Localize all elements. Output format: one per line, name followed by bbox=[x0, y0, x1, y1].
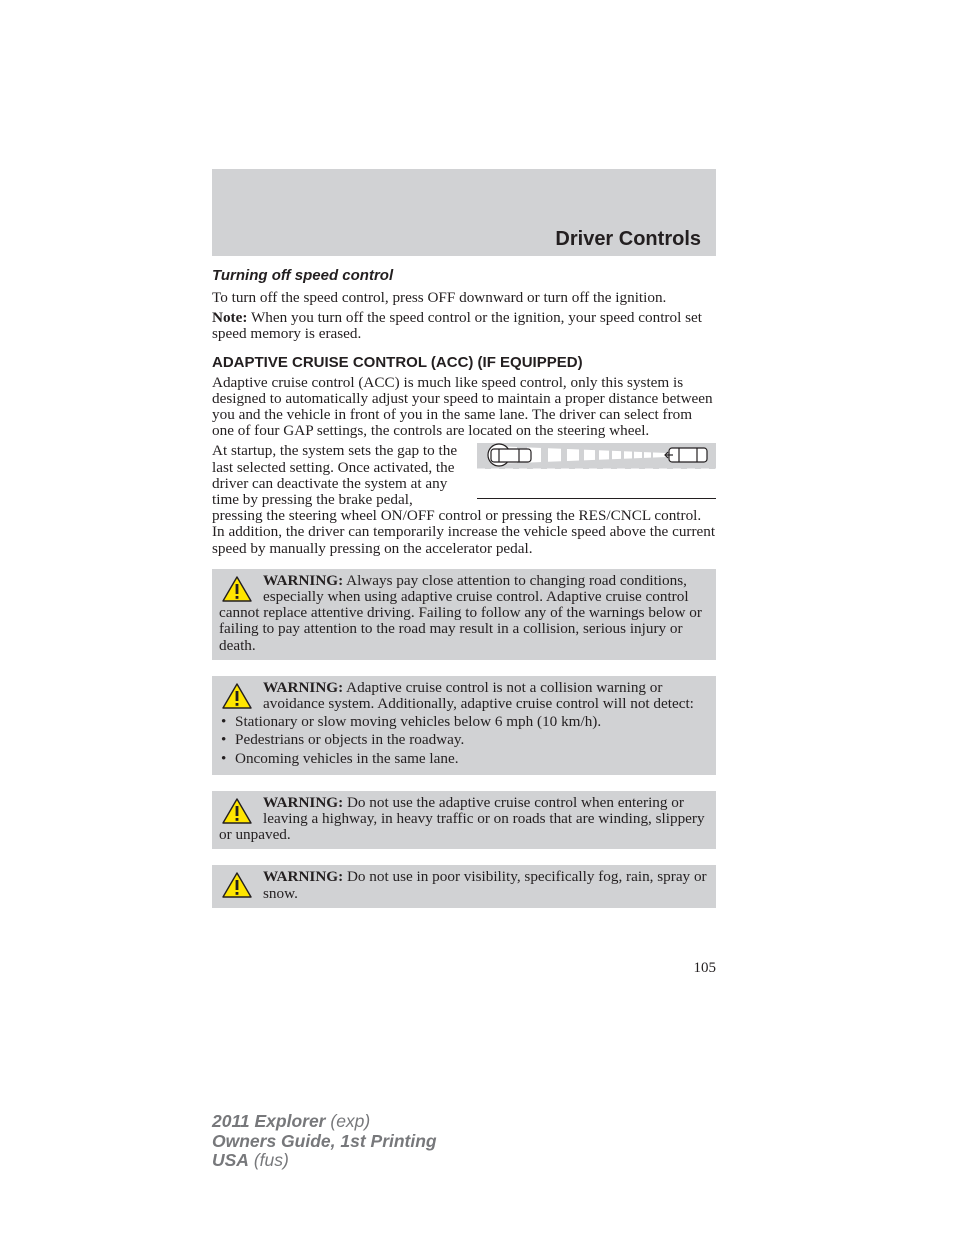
list-item: • Pedestrians or objects in the roadway. bbox=[219, 732, 709, 748]
section-header-band bbox=[212, 169, 716, 256]
footer-line-market: USA (fus) bbox=[212, 1150, 289, 1170]
warning-box-1 bbox=[212, 569, 716, 660]
warning-box-2 bbox=[212, 676, 716, 775]
acc-paragraph-2: At startup, the system sets the gap to the last selected setting. Once activated, the driver can deactivate the system at any time by pressing the brake pedal, pressing the steering wheel ON/OFF control or pressing the RES/CNCL control. In addition, the driver can temporarily increase the vehicle speed above the current speed by manually pressing on the accelerator pedal. bbox=[212, 442, 716, 557]
section-title: Driver Controls bbox=[555, 228, 701, 250]
warning-label: WARNING: bbox=[263, 868, 344, 886]
list-item: • Oncoming vehicles in the same lane. bbox=[219, 751, 709, 767]
acc-radar-diagram bbox=[477, 443, 716, 499]
lead-vehicle-icon bbox=[665, 448, 707, 462]
warning-text: Do not use the adaptive cruise control when entering or leaving a highway, in heavy traffic or on roads that are winding, slippery or unpaved. bbox=[219, 793, 705, 844]
note-text: When you turn off the speed control or the ignition, your speed control set speed memory is erased. bbox=[212, 309, 702, 343]
warning-triangle-icon bbox=[221, 575, 253, 603]
note-label: Note: bbox=[212, 309, 248, 327]
acc-heading: ADAPTIVE CRUISE CONTROL (ACC) (IF EQUIPPED) bbox=[212, 353, 583, 371]
page-content bbox=[212, 267, 716, 908]
warning-triangle-icon bbox=[221, 871, 253, 899]
warning-label: WARNING: bbox=[263, 571, 344, 589]
turning-off-heading: Turning off speed control bbox=[212, 267, 394, 284]
warning-box-3 bbox=[212, 791, 716, 850]
page-number: 105 bbox=[693, 960, 716, 976]
footer-line-printing: Owners Guide, 1st Printing bbox=[212, 1130, 437, 1151]
warning-text: Always pay close attention to changing road conditions, especially when using adaptive cruise control. Adaptive cruise control cannot replace attentive driving. Failing to follow any of the warnings below or failing to pay attention to the road may result in a collision, serious injury or death. bbox=[219, 571, 702, 654]
note-paragraph bbox=[212, 310, 716, 342]
warning-triangle-icon bbox=[221, 797, 253, 825]
warning-label: WARNING: bbox=[263, 793, 344, 811]
list-item: • Stationary or slow moving vehicles below 6 mph (10 km/h). bbox=[219, 714, 709, 730]
warning-box-4 bbox=[212, 865, 716, 907]
warning-bullet-list bbox=[219, 714, 709, 767]
warning-text: Adaptive cruise control is not a collision warning or avoidance system. Additionally, adaptive cruise control will not detect: bbox=[263, 678, 694, 713]
footer-line-model: 2011 Explorer (exp) bbox=[212, 1111, 371, 1131]
acc-gap-illustration bbox=[477, 443, 716, 499]
acc-paragraph-1: Adaptive cruise control (ACC) is much like speed control, only this system is designed to automatically adjust your speed to maintain a proper distance between you and the vehicle in front of you in the same lane. The driver can select from one of four GAP settings, the controls are located on the steering wheel. bbox=[212, 373, 713, 440]
warning-text: Do not use in poor visibility, specifically fog, rain, spray or snow. bbox=[263, 868, 707, 902]
warning-label: WARNING: bbox=[263, 678, 344, 696]
document-footer bbox=[212, 1112, 437, 1171]
warning-triangle-icon bbox=[221, 682, 253, 710]
turning-off-paragraph: To turn off the speed control, press OFF downward or turn off the ignition. bbox=[212, 289, 667, 306]
